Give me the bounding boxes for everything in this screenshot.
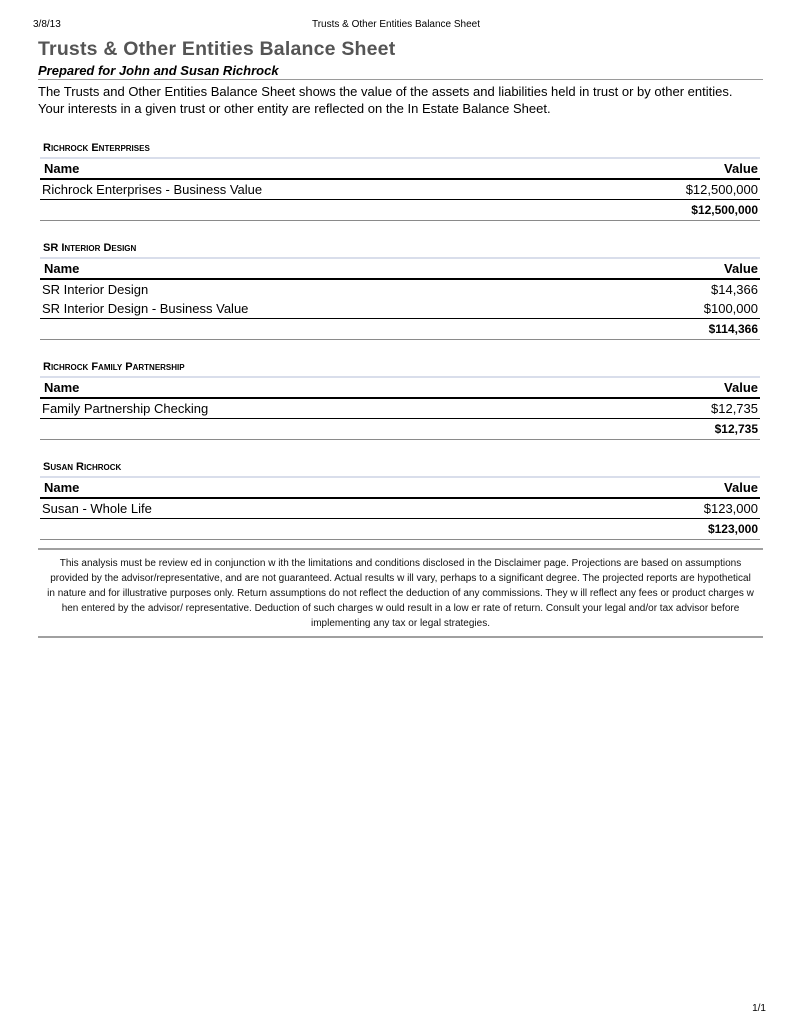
table-row bbox=[40, 399, 760, 418]
section-rows bbox=[40, 399, 760, 419]
disclaimer-text: This analysis must be review ed in conjunction w ith the limitations and conditions disclosed in the Disclaimer page. Projections are based on assumptions provided by the advisor/representative, and are not guaranteed. Actual results w ill vary, perhaps to a significant degree. The projected reports are hypothetical in nature and for illustrative purposes only. Return assumptions do not reflect the deduction of any commissions. They w ill reflect any fees or product charges w hen entered by the advisor/ representative. Deduction of such charges w ould result in a low er rate of return. Consult your legal and/or tax advisor before implementing any tax or legal strategies. bbox=[38, 548, 763, 638]
table-row bbox=[40, 280, 760, 299]
value-column-header: Value bbox=[724, 261, 758, 276]
row-value: $12,500,000 bbox=[685, 182, 758, 197]
entity-section bbox=[40, 459, 760, 540]
section-total: $12,735 bbox=[714, 422, 758, 436]
page-number: 1/1 bbox=[752, 1003, 766, 1014]
section-title: Susan Richrock bbox=[40, 459, 760, 478]
print-date: 3/8/13 bbox=[33, 19, 61, 30]
table-row bbox=[40, 299, 760, 318]
entity-section bbox=[40, 240, 760, 340]
row-value: $12,735 bbox=[711, 401, 758, 416]
section-total-row bbox=[40, 200, 760, 221]
intro-paragraph: The Trusts and Other Entities Balance Sheet shows the value of the assets and liabilities held in trust or by other entities. Your interests in a given trust or other entity are reflected on the In Estate Balance Sheet. bbox=[38, 84, 733, 116]
section-total-row bbox=[40, 319, 760, 340]
section-title: Richrock Family Partnership bbox=[40, 359, 760, 378]
page-title: Trusts & Other Entities Balance Sheet bbox=[38, 38, 396, 60]
row-name: Family Partnership Checking bbox=[42, 401, 209, 416]
section-total-row bbox=[40, 519, 760, 540]
name-column-header: Name bbox=[44, 480, 80, 495]
name-column-header: Name bbox=[44, 261, 80, 276]
table-row bbox=[40, 180, 760, 199]
entity-section bbox=[40, 359, 760, 440]
section-title: SR Interior Design bbox=[40, 240, 760, 259]
row-name: Richrock Enterprises - Business Value bbox=[42, 182, 263, 197]
entity-section bbox=[40, 140, 760, 221]
section-total-row bbox=[40, 419, 760, 440]
row-value: $14,366 bbox=[711, 282, 758, 297]
value-column-header: Value bbox=[724, 480, 758, 495]
section-rows bbox=[40, 499, 760, 519]
column-header-row bbox=[40, 159, 760, 180]
column-header-row bbox=[40, 378, 760, 399]
row-value: $100,000 bbox=[703, 301, 758, 316]
section-total: $123,000 bbox=[707, 522, 758, 536]
section-rows bbox=[40, 280, 760, 319]
column-header-row bbox=[40, 259, 760, 280]
value-column-header: Value bbox=[724, 161, 758, 176]
value-column-header: Value bbox=[724, 380, 758, 395]
print-header-title: Trusts & Other Entities Balance Sheet bbox=[311, 19, 481, 30]
column-header-row bbox=[40, 478, 760, 499]
row-value: $123,000 bbox=[703, 501, 758, 516]
name-column-header: Name bbox=[44, 380, 80, 395]
print-header bbox=[33, 19, 759, 33]
name-column-header: Name bbox=[44, 161, 80, 176]
balance-sections bbox=[40, 140, 760, 559]
section-title: Richrock Enterprises bbox=[40, 140, 760, 159]
section-total: $12,500,000 bbox=[691, 203, 758, 217]
table-row bbox=[40, 499, 760, 518]
section-rows bbox=[40, 180, 760, 200]
row-name: SR Interior Design bbox=[42, 282, 149, 297]
section-total: $114,366 bbox=[708, 322, 758, 336]
row-name: Susan - Whole Life bbox=[42, 501, 152, 516]
row-name: SR Interior Design - Business Value bbox=[42, 301, 249, 316]
prepared-for-subtitle: Prepared for John and Susan Richrock bbox=[38, 63, 763, 80]
